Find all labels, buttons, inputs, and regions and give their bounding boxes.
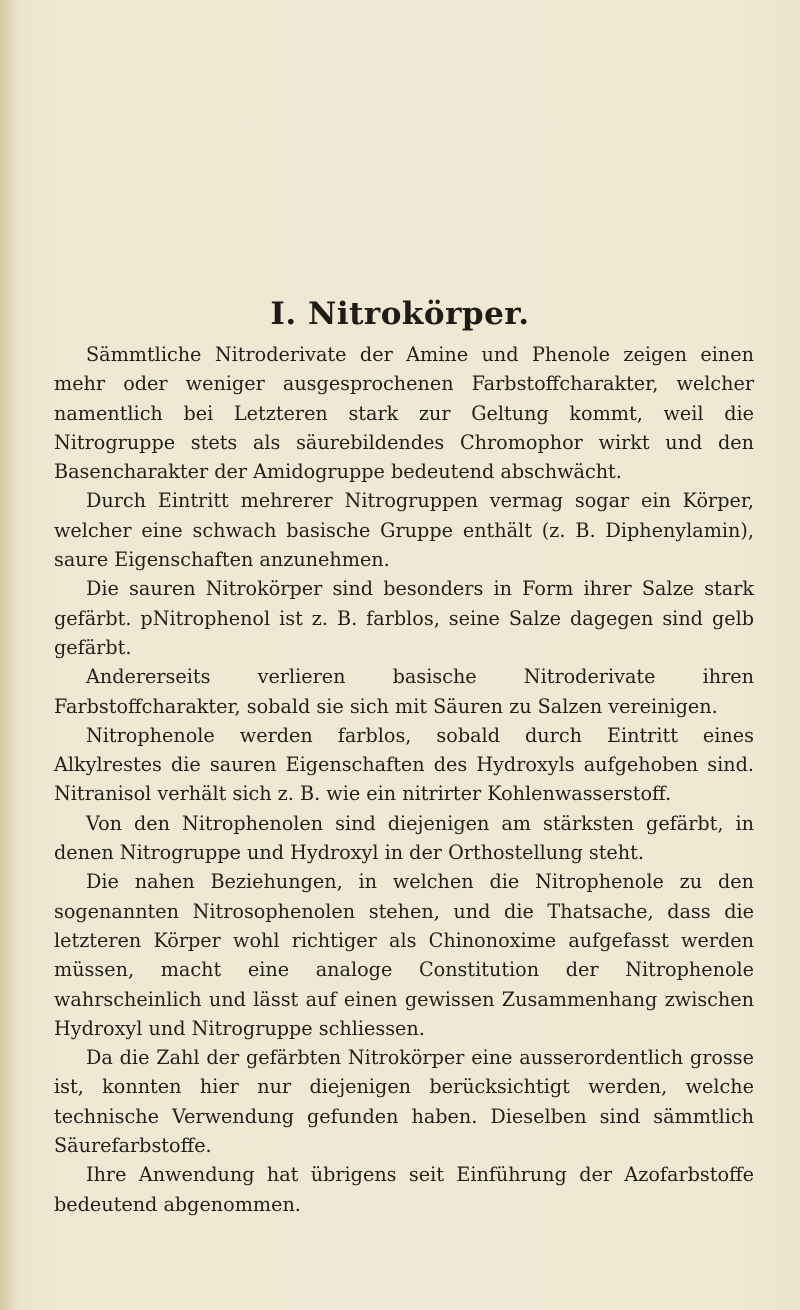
paragraph: Andererseits verlieren basische Nitroderivate ihren Farbstoffcharakter, sobald sie sich mit Säuren zu Salzen vereinigen. — [54, 665, 754, 718]
page-gutter-shadow — [0, 0, 14, 1310]
body-text — [54, 340, 754, 1219]
paragraph: Sämmtliche Nitroderivate der Amine und Phenole zeigen einen mehr oder weniger ausgesprochenen Farbstoffcharakter, welcher namentlich bei Letzteren stark zur Geltung kommt, weil die Nitrogruppe stets als säurebildendes Chromophor wirkt und den Basencharakter der Amidogruppe bedeutend abschwächt. — [54, 343, 754, 484]
paragraph: Da die Zahl der gefärbten Nitrokörper eine ausserordentlich grosse ist, konnten hier nur diejenigen berücksichtigt werden, welche technische Verwendung gefunden haben. Dieselben sind sämmtlich Säurefarbstoffe. — [54, 1046, 754, 1158]
paragraph: Durch Eintritt mehrerer Nitrogruppen vermag sogar ein Körper, welcher eine schwach basische Gruppe enthält (z. B. Diphenylamin), saure Eigenschaften anzunehmen. — [54, 489, 754, 572]
chapter-heading: I. Nitrokörper. — [270, 296, 530, 332]
paragraph: Die nahen Beziehungen, in welchen die Nitrophenole zu den sogenannten Nitrosophenolen stehen, und die Thatsache, dass die letzteren Körper wohl richtiger als Chinonoxime aufgefasst werden müssen, macht eine analoge Constitution der Nitrophenole wahrscheinlich und lässt auf einen gewissen Zusammenhang zwischen Hydroxyl und Nitrogruppe schliessen. — [54, 870, 754, 1040]
paragraph: Nitrophenole werden farblos, sobald durch Eintritt eines Alkylrestes die sauren Eigenschaften des Hydroxyls aufgehoben sind. Nitranisol verhält sich z. B. wie ein nitrirter Kohlenwasserstoff. — [54, 723, 754, 806]
paragraph: Ihre Anwendung hat übrigens seit Einführung der Azofarbstoffe bedeutend abgenommen. — [54, 1163, 754, 1216]
paragraph: Die sauren Nitrokörper sind besonders in Form ihrer Salze stark gefärbt. pNitrophenol ist z. B. farblos, seine Salze dagegen sind gelb gefärbt. — [54, 577, 754, 659]
paragraph: Von den Nitrophenolen sind diejenigen am stärksten gefärbt, in denen Nitrogruppe und Hydroxyl in der Orthostellung steht. — [54, 811, 754, 865]
